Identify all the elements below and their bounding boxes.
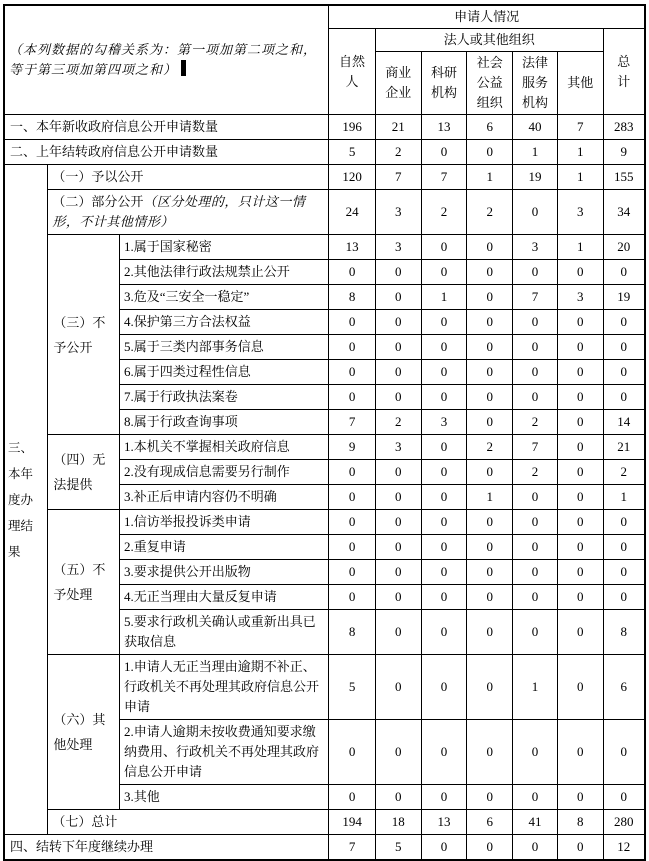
value-cell: 280 [603, 810, 645, 835]
value-cell: 0 [467, 285, 513, 310]
value-cell: 0 [467, 360, 513, 385]
value-cell: 0 [421, 335, 467, 360]
group-label-text: （七）总计 [52, 814, 118, 829]
section3-label: 三、本年度办理结果 [4, 165, 48, 835]
value-cell: 6 [467, 810, 513, 835]
value-cell: 40 [513, 115, 558, 140]
value-cell: 0 [557, 460, 603, 485]
value-cell: 0 [513, 310, 558, 335]
value-cell: 12 [603, 835, 645, 861]
table-row [4, 165, 645, 190]
value-cell: 14 [603, 410, 645, 435]
value-cell: 2 [467, 190, 513, 235]
group-label-text: （一）予以公开 [52, 169, 144, 184]
value-cell: 0 [421, 655, 467, 720]
value-cell: 0 [467, 335, 513, 360]
value-cell: 0 [421, 435, 467, 460]
table-row [4, 655, 645, 720]
value-cell: 0 [467, 460, 513, 485]
legal-org-column-header: 社会公益组织 [467, 52, 513, 115]
value-cell: 1 [513, 655, 558, 720]
table-row [4, 115, 645, 140]
note-cell [4, 5, 329, 115]
value-cell: 0 [375, 585, 421, 610]
value-cell: 7 [513, 435, 558, 460]
value-cell: 13 [421, 115, 467, 140]
value-cell: 0 [557, 410, 603, 435]
value-cell: 0 [375, 285, 421, 310]
value-cell: 1 [603, 485, 645, 510]
value-cell: 0 [603, 585, 645, 610]
value-cell: 0 [603, 360, 645, 385]
value-cell: 0 [467, 785, 513, 810]
value-cell: 0 [421, 785, 467, 810]
value-cell: 0 [513, 360, 558, 385]
value-cell: 5 [329, 140, 376, 165]
item-label: 5.要求行政机关确认或重新出具已获取信息 [119, 610, 328, 655]
value-cell: 1 [557, 235, 603, 260]
value-cell: 194 [329, 810, 376, 835]
group-label [48, 165, 329, 190]
value-cell: 0 [421, 385, 467, 410]
group-label [48, 190, 329, 235]
value-cell: 0 [557, 385, 603, 410]
value-cell: 0 [557, 655, 603, 720]
value-cell: 0 [603, 510, 645, 535]
item-label: 3.补正后申请内容仍不明确 [119, 485, 328, 510]
value-cell: 0 [421, 360, 467, 385]
value-cell: 19 [513, 165, 558, 190]
row-label: 一、本年新收政府信息公开申请数量 [4, 115, 329, 140]
value-cell: 0 [513, 835, 558, 861]
value-cell: 2 [513, 460, 558, 485]
value-cell: 7 [513, 285, 558, 310]
value-cell: 2 [375, 140, 421, 165]
value-cell: 0 [375, 335, 421, 360]
value-cell: 0 [603, 720, 645, 785]
value-cell: 0 [329, 510, 376, 535]
value-cell: 7 [557, 115, 603, 140]
value-cell: 1 [557, 165, 603, 190]
text-cursor-icon [181, 60, 186, 76]
value-cell: 0 [421, 610, 467, 655]
item-label: 1.属于国家秘密 [119, 235, 328, 260]
value-cell: 0 [557, 435, 603, 460]
value-cell: 3 [375, 435, 421, 460]
value-cell: 7 [329, 410, 376, 435]
value-cell: 0 [513, 260, 558, 285]
value-cell: 0 [603, 385, 645, 410]
value-cell: 120 [329, 165, 376, 190]
value-cell: 0 [557, 335, 603, 360]
header-applicant-situation: 申请人情况 [329, 5, 645, 29]
value-cell: 7 [421, 165, 467, 190]
value-cell: 0 [329, 560, 376, 585]
header-total: 总计 [603, 29, 645, 115]
value-cell: 0 [329, 360, 376, 385]
legal-org-column-header: 其他 [557, 52, 603, 115]
value-cell: 0 [603, 535, 645, 560]
value-cell: 0 [603, 310, 645, 335]
value-cell: 0 [421, 720, 467, 785]
row-label: 四、结转下年度继续办理 [4, 835, 329, 861]
item-label: 6.属于四类过程性信息 [119, 360, 328, 385]
value-cell: 0 [421, 140, 467, 165]
value-cell: 0 [375, 260, 421, 285]
value-cell: 21 [603, 435, 645, 460]
table-row [4, 435, 645, 460]
value-cell: 0 [513, 720, 558, 785]
item-label: 1.申请人无正当理由逾期不补正、行政机关不再处理其政府信息公开申请 [119, 655, 328, 720]
value-cell: 5 [329, 655, 376, 720]
value-cell: 0 [557, 485, 603, 510]
value-cell: 9 [603, 140, 645, 165]
value-cell: 1 [467, 485, 513, 510]
value-cell: 0 [467, 410, 513, 435]
item-label: 2.重复申请 [119, 535, 328, 560]
item-label: 8.属于行政查询事项 [119, 410, 328, 435]
value-cell: 0 [513, 385, 558, 410]
value-cell: 0 [375, 560, 421, 585]
item-label: 2.没有现成信息需要另行制作 [119, 460, 328, 485]
value-cell: 0 [421, 560, 467, 585]
value-cell: 1 [421, 285, 467, 310]
value-cell: 34 [603, 190, 645, 235]
header-row-1 [4, 5, 645, 29]
table-row [4, 510, 645, 535]
value-cell: 0 [329, 535, 376, 560]
value-cell: 3 [375, 190, 421, 235]
header-legal-org: 法人或其他组织 [375, 29, 603, 52]
value-cell: 9 [329, 435, 376, 460]
value-cell: 0 [603, 335, 645, 360]
value-cell: 0 [421, 485, 467, 510]
item-label: 2.其他法律行政法规禁止公开 [119, 260, 328, 285]
value-cell: 0 [421, 585, 467, 610]
value-cell: 0 [467, 260, 513, 285]
group-label: （三）不予公开 [48, 235, 120, 435]
value-cell: 0 [375, 310, 421, 335]
item-label: 4.无正当理由大量反复申请 [119, 585, 328, 610]
value-cell: 0 [467, 535, 513, 560]
value-cell: 0 [467, 720, 513, 785]
value-cell: 283 [603, 115, 645, 140]
value-cell: 0 [467, 310, 513, 335]
value-cell: 1 [467, 165, 513, 190]
value-cell: 13 [421, 810, 467, 835]
value-cell: 0 [375, 610, 421, 655]
value-cell: 20 [603, 235, 645, 260]
value-cell: 2 [375, 410, 421, 435]
value-cell: 21 [375, 115, 421, 140]
value-cell: 0 [467, 610, 513, 655]
value-cell: 0 [513, 610, 558, 655]
value-cell: 0 [329, 485, 376, 510]
value-cell: 0 [467, 835, 513, 861]
value-cell: 0 [467, 510, 513, 535]
group-label [48, 810, 329, 835]
value-cell: 3 [557, 190, 603, 235]
value-cell: 0 [375, 385, 421, 410]
value-cell: 0 [603, 785, 645, 810]
value-cell: 0 [467, 140, 513, 165]
value-cell: 3 [557, 285, 603, 310]
table-row [4, 140, 645, 165]
value-cell: 0 [421, 460, 467, 485]
value-cell: 0 [467, 235, 513, 260]
value-cell: 0 [467, 560, 513, 585]
value-cell: 0 [375, 535, 421, 560]
value-cell: 2 [603, 460, 645, 485]
value-cell: 0 [603, 260, 645, 285]
value-cell: 0 [375, 785, 421, 810]
value-cell: 0 [557, 560, 603, 585]
item-label: 5.属于三类内部事务信息 [119, 335, 328, 360]
value-cell: 0 [557, 510, 603, 535]
value-cell: 0 [329, 785, 376, 810]
value-cell: 0 [513, 585, 558, 610]
value-cell: 0 [421, 260, 467, 285]
value-cell: 0 [375, 360, 421, 385]
item-label: 7.属于行政执法案卷 [119, 385, 328, 410]
item-label: 1.信访举报投诉类申请 [119, 510, 328, 535]
value-cell: 0 [329, 310, 376, 335]
value-cell: 7 [329, 835, 376, 861]
table-row [4, 810, 645, 835]
item-label: 1.本机关不掌握相关政府信息 [119, 435, 328, 460]
value-cell: 0 [467, 585, 513, 610]
value-cell: 8 [557, 810, 603, 835]
value-cell: 0 [467, 655, 513, 720]
value-cell: 0 [421, 310, 467, 335]
item-label: 2.申请人逾期未按收费通知要求缴纳费用、行政机关不再处理其政府信息公开申请 [119, 720, 328, 785]
group-label-note: （区分处理的，只计这一情形，不计其他情形） [52, 194, 306, 229]
value-cell: 0 [557, 835, 603, 861]
value-cell: 6 [467, 115, 513, 140]
item-label: 4.保护第三方合法权益 [119, 310, 328, 335]
value-cell: 7 [375, 165, 421, 190]
item-label: 3.危及“三安全一稳定” [119, 285, 328, 310]
value-cell: 0 [513, 485, 558, 510]
note-text: （本列数据的勾稽关系为：第一项加第二项之和，等于第三项加第四项之和） [9, 42, 318, 77]
value-cell: 0 [557, 610, 603, 655]
value-cell: 1 [513, 140, 558, 165]
item-label: 3.其他 [119, 785, 328, 810]
value-cell: 3 [375, 235, 421, 260]
value-cell: 0 [557, 535, 603, 560]
group-label: （六）其他处理 [48, 655, 120, 810]
group-label-text: （二）部分公开 [52, 194, 144, 209]
value-cell: 1 [557, 140, 603, 165]
value-cell: 0 [557, 585, 603, 610]
value-cell: 0 [375, 460, 421, 485]
value-cell: 0 [513, 785, 558, 810]
value-cell: 0 [375, 720, 421, 785]
value-cell: 0 [557, 260, 603, 285]
value-cell: 0 [557, 720, 603, 785]
value-cell: 0 [557, 310, 603, 335]
row-label: 二、上年结转政府信息公开申请数量 [4, 140, 329, 165]
value-cell: 0 [421, 835, 467, 861]
table-row [4, 835, 645, 861]
value-cell: 0 [329, 260, 376, 285]
table-row [4, 190, 645, 235]
value-cell: 196 [329, 115, 376, 140]
value-cell: 3 [421, 410, 467, 435]
legal-org-column-header: 科研机构 [421, 52, 467, 115]
value-cell: 2 [467, 435, 513, 460]
value-cell: 8 [603, 610, 645, 655]
value-cell: 0 [329, 385, 376, 410]
value-cell: 0 [513, 190, 558, 235]
value-cell: 0 [513, 335, 558, 360]
value-cell: 0 [467, 385, 513, 410]
value-cell: 0 [375, 485, 421, 510]
group-label: （五）不予处理 [48, 510, 120, 655]
value-cell: 0 [513, 560, 558, 585]
value-cell: 155 [603, 165, 645, 190]
value-cell: 3 [513, 235, 558, 260]
value-cell: 19 [603, 285, 645, 310]
value-cell: 6 [603, 655, 645, 720]
value-cell: 24 [329, 190, 376, 235]
value-cell: 2 [513, 410, 558, 435]
value-cell: 18 [375, 810, 421, 835]
value-cell: 0 [329, 460, 376, 485]
header-natural-person: 自然人 [329, 29, 376, 115]
value-cell: 0 [557, 785, 603, 810]
value-cell: 0 [329, 335, 376, 360]
gov-info-disclosure-table [3, 4, 646, 861]
value-cell: 13 [329, 235, 376, 260]
value-cell: 0 [421, 535, 467, 560]
value-cell: 0 [329, 720, 376, 785]
value-cell: 0 [557, 360, 603, 385]
value-cell: 0 [603, 560, 645, 585]
value-cell: 0 [421, 235, 467, 260]
value-cell: 5 [375, 835, 421, 861]
value-cell: 2 [421, 190, 467, 235]
value-cell: 8 [329, 610, 376, 655]
value-cell: 0 [375, 655, 421, 720]
item-label: 3.要求提供公开出版物 [119, 560, 328, 585]
value-cell: 0 [513, 510, 558, 535]
legal-org-column-header: 商业企业 [375, 52, 421, 115]
value-cell: 0 [375, 510, 421, 535]
value-cell: 8 [329, 285, 376, 310]
value-cell: 0 [329, 585, 376, 610]
value-cell: 41 [513, 810, 558, 835]
value-cell: 0 [513, 535, 558, 560]
group-label: （四）无法提供 [48, 435, 120, 510]
table-row [4, 235, 645, 260]
legal-org-column-header: 法律服务机构 [513, 52, 558, 115]
value-cell: 0 [421, 510, 467, 535]
